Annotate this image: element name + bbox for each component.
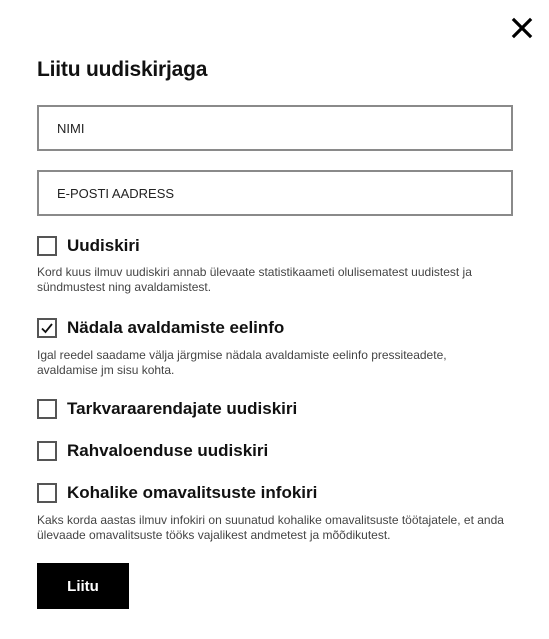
- checkbox[interactable]: [37, 399, 57, 419]
- name-field[interactable]: [37, 105, 513, 151]
- close-icon: [510, 16, 534, 40]
- newsletter-option-weekly-preview[interactable]: [37, 318, 284, 338]
- newsletter-option-local-government[interactable]: [37, 483, 317, 503]
- newsletter-option-developers[interactable]: [37, 399, 297, 419]
- email-field[interactable]: [37, 170, 513, 216]
- dialog-title: Liitu uudiskirjaga: [37, 58, 208, 81]
- option-label: Uudiskiri: [67, 236, 140, 255]
- option-description: Kaks korda aastas ilmuv infokiri on suunatud kohalike omavalitsuste töötajatele, et anda ülevaade omavalitsuste tööks vajalikest andmetest ja mõõdikutest.: [37, 513, 504, 542]
- option-description: Igal reedel saadame välja järgmise nädala avaldamiste eelinfo pressiteadete, avaldamise jm sisu kohta.: [37, 348, 447, 377]
- checkbox-checked[interactable]: [37, 318, 57, 338]
- option-label: Tarkvaraarendajate uudiskiri: [67, 399, 298, 418]
- checkbox[interactable]: [37, 483, 57, 503]
- option-description: Kord kuus ilmuv uudiskiri annab ülevaate statistikaameti olulisematest uudistest ja sündmustest ning avaldamistest.: [37, 265, 472, 294]
- newsletter-option-census[interactable]: [37, 441, 268, 461]
- checkbox[interactable]: [37, 236, 57, 256]
- option-label: Nädala avaldamiste eelinfo: [67, 318, 285, 337]
- close-button[interactable]: [510, 16, 534, 40]
- newsletter-option-uudiskiri[interactable]: [37, 236, 140, 256]
- checkmark-icon: [40, 321, 54, 335]
- checkbox[interactable]: [37, 441, 57, 461]
- option-label: Rahvaloenduse uudiskiri: [67, 441, 269, 460]
- submit-button[interactable]: Liitu: [37, 563, 129, 609]
- option-label: Kohalike omavalitsuste infokiri: [67, 483, 318, 502]
